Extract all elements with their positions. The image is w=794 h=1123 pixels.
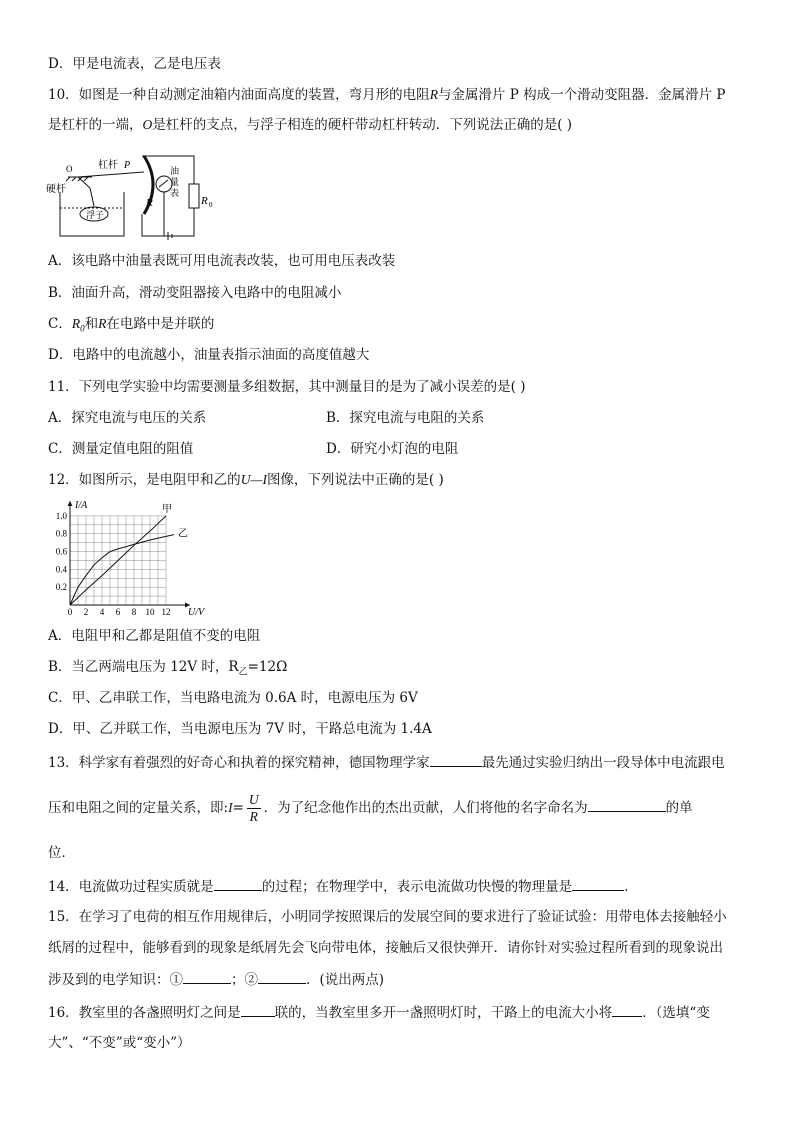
x-tick-label: 6 (115, 607, 121, 617)
fig-p-label: P (124, 160, 131, 171)
q10-option-a: A．该电路中油量表既可用电流表改装，也可用电压表改装 (48, 253, 396, 269)
q13-line2: 压和电阻之间的定量关系，即:I= $\frac{U}{R}$ ．为了纪念他作出的杰出贡献，人们将他的名字命名为 的单 (48, 792, 693, 824)
q12-option-a: A．电阻甲和乙都是阻值不变的电阻 (48, 628, 261, 644)
y-tick-label: 0.6 (55, 546, 67, 557)
x-axis-label: U/V (188, 607, 205, 617)
q12-option-d: D．甲、乙并联工作，当电源电压为 7V 时，干路总电流为 1.4A (48, 721, 432, 737)
x-tick-label: 12 (161, 607, 171, 617)
x-tick-label: 10 (145, 607, 155, 617)
q11-stem: 11．下列电学实验中均需要测量多组数据，其中测量目的是为了减小误差的是( ) (48, 379, 526, 395)
y-tick-label: 0.4 (55, 564, 67, 575)
q9-option-d: D．甲是电流表，乙是电压表 (48, 56, 221, 72)
q14-blank-2[interactable] (572, 876, 624, 891)
oil-gauge-figure (46, 148, 216, 242)
q13-line1: 13．科学家有着强烈的好奇心和执着的探究精神，德国物理学家 最先通过实验归纳出一段导体中电流跟电 (48, 752, 725, 773)
q14-blank-1[interactable] (214, 876, 262, 891)
q13-blank-2[interactable] (588, 797, 666, 812)
q15-line1: 15．在学习了电荷的相互作用规律后，小明同学按照课后的发展空间的要求进行了验证试验：用带电体去接触轻小 (48, 909, 727, 925)
x-tick-label: 2 (83, 607, 89, 617)
fig-float-label: 浮子 (86, 210, 105, 220)
q13-blank-1[interactable] (430, 752, 482, 767)
fig-r0-label: R (201, 195, 208, 207)
q15-blank-2[interactable] (258, 969, 306, 984)
series-label-1: 甲 (162, 503, 172, 515)
ui-chart (46, 497, 216, 617)
q12-stem: 12．如图所示，是电阻甲和乙的U—I图像，下列说法中正确的是( ) (48, 472, 444, 488)
y-tick-label: 1.0 (55, 510, 67, 521)
q16-blank-2[interactable] (612, 1002, 642, 1017)
q14-line: 14．电流做功过程实质就是 的过程；在物理学中，表示电流做功快慢的物理量是 ． (48, 876, 638, 897)
y-axis-label: I/A (75, 500, 88, 511)
y-axis-arrow (68, 501, 73, 506)
q11-option-a: A．探究电流与电压的关系 (48, 410, 207, 426)
q11-option-b: B．探究电流与电阻的关系 (326, 410, 485, 426)
fig-meter-2: 量 (170, 177, 180, 187)
fig-r0-sub: 0 (209, 201, 213, 209)
fig-lever-label: 杠杆 (98, 160, 118, 171)
q16-line1: 16．教室里的各盏照明灯之间是 联的，当教室里多开一盏照明灯时，干路上的电流大小将 ．（选填“变 (48, 1002, 710, 1023)
x-tick-label: 4 (99, 607, 105, 617)
series-line-2 (70, 535, 174, 605)
x-tick-label: 0 (67, 607, 73, 617)
q10-option-b: B．油面升高，滑动变阻器接入电路中的电阻减小 (48, 285, 342, 301)
q15-blank-1[interactable] (183, 969, 231, 984)
x-tick-label: 8 (131, 607, 137, 617)
q12-option-b: B．当乙两端电压为 12V 时，$R_乙=12\Omega$ (48, 659, 288, 678)
fig-meter-1: 油 (170, 166, 180, 176)
q16-line2: 大”、“不变”或“变小”） (48, 1035, 191, 1051)
fig-o-label: O (66, 164, 73, 174)
fig-rod-label: 硬杆 (46, 184, 66, 195)
q11-option-d: D．研究小灯泡的电阻 (326, 441, 459, 457)
q11-option-c: C．测量定值电阻的阻值 (48, 441, 194, 457)
q10-stem-line1: 10．如图是一种自动测定油箱内油面高度的装置，弯月形的电阻R与金属滑片 P 构成一个滑动变阻器．金属滑片 P (48, 87, 726, 103)
q15-line3: 涉及到的电学知识：① ；② ．(说出两点) (48, 969, 384, 990)
q16-blank-1[interactable] (241, 1002, 275, 1017)
fig-r-label: R (146, 197, 153, 209)
q15-line2: 纸屑的过程中，能够看到的现象是纸屑先会飞向带电体，接触后又很快弹开．请你针对实验过程所看到的现象说出 (48, 940, 723, 956)
fig-meter-3: 表 (170, 188, 180, 198)
y-tick-label: 0.2 (55, 582, 67, 593)
q12-option-c: C．甲、乙串联工作，当电路电流为 0.6A 时，电源电压为 6V (48, 690, 418, 706)
q10-option-d: D．电路中的电流越小，油量表指示油面的高度值越大 (48, 347, 370, 363)
q13-line3: 位． (48, 845, 75, 861)
ohm-law-fraction: $\frac{U}{R}$ (248, 792, 259, 824)
q10-option-c: C．$R_0$和R在电路中是并联的 (48, 316, 215, 334)
series-label-2: 乙 (178, 528, 188, 540)
q10-stem-line2: 是杠杆的一端，O是杠杆的支点，与浮子相连的硬杆带动杠杆转动．下列说法正确的是( ) (48, 117, 573, 133)
y-tick-label: 0.8 (55, 528, 67, 539)
